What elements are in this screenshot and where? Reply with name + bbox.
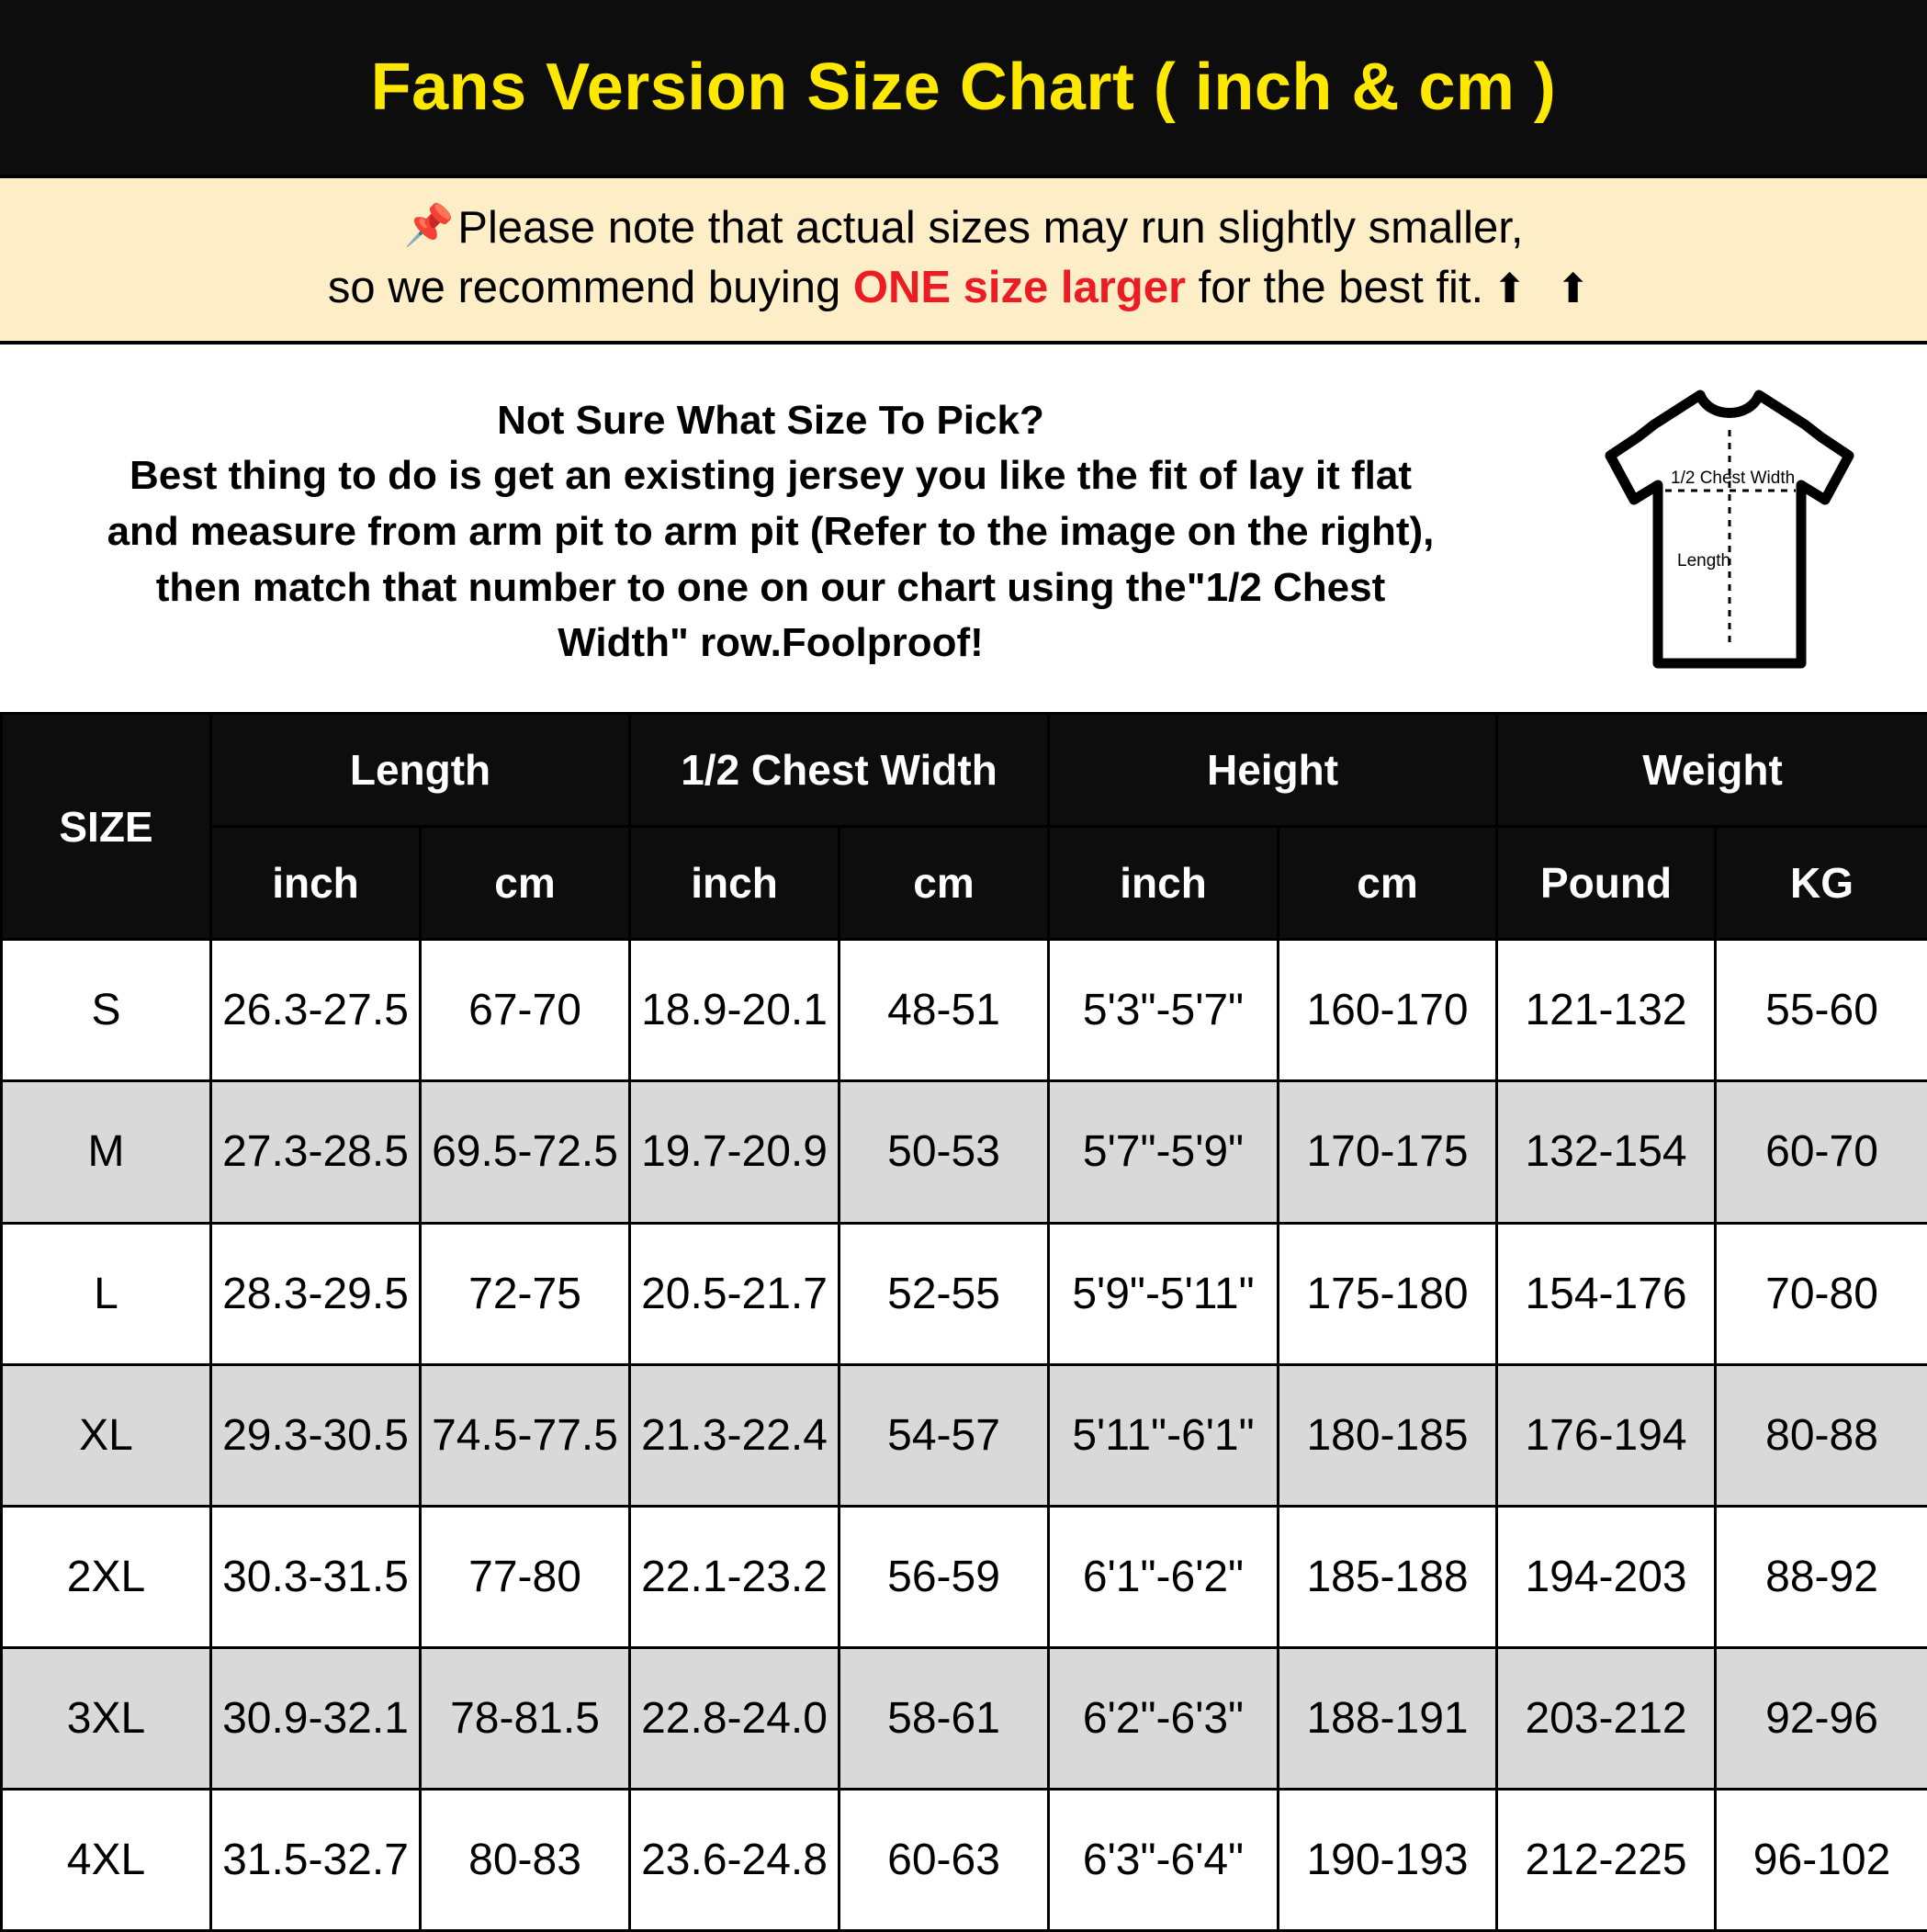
table-group-header-row (2, 714, 1927, 827)
chest-width-label: 1/2 Chest Width (1671, 469, 1796, 489)
cell-height-inch: 6'3"-6'4" (1049, 1789, 1279, 1930)
cell-weight-kg: 88-92 (1716, 1506, 1927, 1647)
cell-weight-pound: 121-132 (1497, 940, 1716, 1081)
cell-length-cm: 77-80 (421, 1506, 630, 1647)
table-unit-header-row (2, 827, 1927, 940)
cell-chest-cm: 56-59 (840, 1506, 1049, 1647)
cell-length-inch: 30.9-32.1 (211, 1647, 421, 1789)
cell-length-cm: 74.5-77.5 (421, 1364, 630, 1506)
table-row (2, 1789, 1927, 1930)
cell-weight-kg: 96-102 (1716, 1789, 1927, 1930)
header-unit-chest-inch: inch (630, 827, 840, 940)
cell-height-inch: 5'9"-5'11" (1049, 1223, 1279, 1364)
header-unit-length-cm: cm (421, 827, 630, 940)
cell-length-inch: 30.3-31.5 (211, 1506, 421, 1647)
header-unit-chest-cm: cm (840, 827, 1049, 940)
note-line-2 (28, 258, 1899, 318)
header-unit-height-inch: inch (1049, 827, 1279, 940)
advice-line-3: and measure from arm pit to arm pit (Refer to the image on the right), (107, 508, 1435, 554)
cell-chest-inch: 23.6-24.8 (630, 1789, 840, 1930)
table-row (2, 1081, 1927, 1223)
cell-chest-cm: 52-55 (840, 1223, 1049, 1364)
advice-line-2: Best thing to do is get an existing jersey you like the fit of lay it flat (129, 453, 1412, 499)
table-row (2, 1364, 1927, 1506)
cell-chest-inch: 20.5-21.7 (630, 1223, 840, 1364)
cell-weight-kg: 92-96 (1716, 1647, 1927, 1789)
cell-weight-pound: 203-212 (1497, 1647, 1716, 1789)
cell-height-cm: 190-193 (1279, 1789, 1497, 1930)
row-size: 4XL (2, 1789, 211, 1930)
cell-chest-cm: 58-61 (840, 1647, 1049, 1789)
cell-height-cm: 170-175 (1279, 1081, 1497, 1223)
cell-chest-inch: 21.3-22.4 (630, 1364, 840, 1506)
cell-length-cm: 67-70 (421, 940, 630, 1081)
note-line-1 (28, 198, 1899, 258)
cell-length-inch: 28.3-29.5 (211, 1223, 421, 1364)
advice-line-4: then match that number to one on our chart using the"1/2 Chest (155, 564, 1386, 610)
header-group-height: Height (1049, 714, 1497, 827)
cell-length-inch: 29.3-30.5 (211, 1364, 421, 1506)
cell-length-inch: 31.5-32.7 (211, 1789, 421, 1930)
note-line-2-suffix: for the best fit. (1186, 262, 1484, 312)
cell-length-cm: 80-83 (421, 1789, 630, 1930)
cell-length-cm: 78-81.5 (421, 1647, 630, 1789)
cell-height-cm: 180-185 (1279, 1364, 1497, 1506)
size-table (0, 712, 1927, 1932)
cell-chest-cm: 60-63 (840, 1789, 1049, 1930)
tshirt-icon (1546, 371, 1913, 693)
header-unit-weight-kg: KG (1716, 827, 1927, 940)
cell-weight-pound: 212-225 (1497, 1789, 1716, 1930)
row-size: 2XL (2, 1506, 211, 1647)
cell-weight-pound: 132-154 (1497, 1081, 1716, 1223)
title-bar (0, 0, 1927, 175)
advice-section (0, 345, 1927, 712)
header-group-chest-width: 1/2 Chest Width (630, 714, 1049, 827)
advice-line-1: Not Sure What Size To Pick? (497, 397, 1044, 443)
cell-chest-inch: 19.7-20.9 (630, 1081, 840, 1223)
row-size: L (2, 1223, 211, 1364)
row-size: XL (2, 1364, 211, 1506)
cell-height-inch: 5'3"-5'7" (1049, 940, 1279, 1081)
cell-height-inch: 5'11"-6'1" (1049, 1364, 1279, 1506)
cell-chest-inch: 22.1-23.2 (630, 1506, 840, 1647)
note-line-1-text: Please note that actual sizes may run slightly smaller, (457, 203, 1524, 253)
cell-height-inch: 6'2"-6'3" (1049, 1647, 1279, 1789)
cell-chest-cm: 50-53 (840, 1081, 1049, 1223)
cell-length-inch: 27.3-28.5 (211, 1081, 421, 1223)
tshirt-diagram (1532, 371, 1927, 693)
cell-weight-kg: 70-80 (1716, 1223, 1927, 1364)
cell-height-cm: 160-170 (1279, 940, 1497, 1081)
length-label: Length (1677, 551, 1731, 571)
table-body (2, 940, 1927, 1931)
cell-weight-kg: 80-88 (1716, 1364, 1927, 1506)
header-size: SIZE (2, 714, 211, 940)
row-size: M (2, 1081, 211, 1223)
cell-height-cm: 188-191 (1279, 1647, 1497, 1789)
header-group-length: Length (211, 714, 630, 827)
table-head (2, 714, 1927, 940)
advice-line-5: Width" row.Foolproof! (558, 620, 984, 666)
cell-weight-pound: 194-203 (1497, 1506, 1716, 1647)
cell-chest-cm: 54-57 (840, 1364, 1049, 1506)
cell-chest-inch: 18.9-20.1 (630, 940, 840, 1081)
table-row (2, 1506, 1927, 1647)
cell-chest-cm: 48-51 (840, 940, 1049, 1081)
up-arrows-icon: ⬆ ⬆ (1493, 266, 1600, 311)
cell-length-inch: 26.3-27.5 (211, 940, 421, 1081)
row-size: 3XL (2, 1647, 211, 1789)
cell-height-cm: 175-180 (1279, 1223, 1497, 1364)
cell-height-inch: 6'1"-6'2" (1049, 1506, 1279, 1647)
note-band (0, 175, 1927, 345)
table-row (2, 1223, 1927, 1364)
table-row (2, 1647, 1927, 1789)
header-unit-length-inch: inch (211, 827, 421, 940)
cell-weight-kg: 60-70 (1716, 1081, 1927, 1223)
pushpin-icon: 📌 (403, 203, 455, 248)
cell-weight-pound: 154-176 (1497, 1223, 1716, 1364)
cell-height-inch: 5'7"-5'9" (1049, 1081, 1279, 1223)
advice-text (0, 393, 1532, 672)
row-size: S (2, 940, 211, 1081)
cell-height-cm: 185-188 (1279, 1506, 1497, 1647)
header-group-weight: Weight (1497, 714, 1927, 827)
table-row (2, 940, 1927, 1081)
cell-weight-pound: 176-194 (1497, 1364, 1716, 1506)
header-unit-weight-pound: Pound (1497, 827, 1716, 940)
note-emphasis: ONE size larger (852, 262, 1187, 312)
page-title: Fans Version Size Chart ( inch & cm ) (370, 51, 1557, 124)
cell-length-cm: 72-75 (421, 1223, 630, 1364)
header-unit-height-cm: cm (1279, 827, 1497, 940)
cell-weight-kg: 55-60 (1716, 940, 1927, 1081)
cell-chest-inch: 22.8-24.0 (630, 1647, 840, 1789)
cell-length-cm: 69.5-72.5 (421, 1081, 630, 1223)
note-line-2-prefix: so we recommend buying (327, 262, 853, 312)
